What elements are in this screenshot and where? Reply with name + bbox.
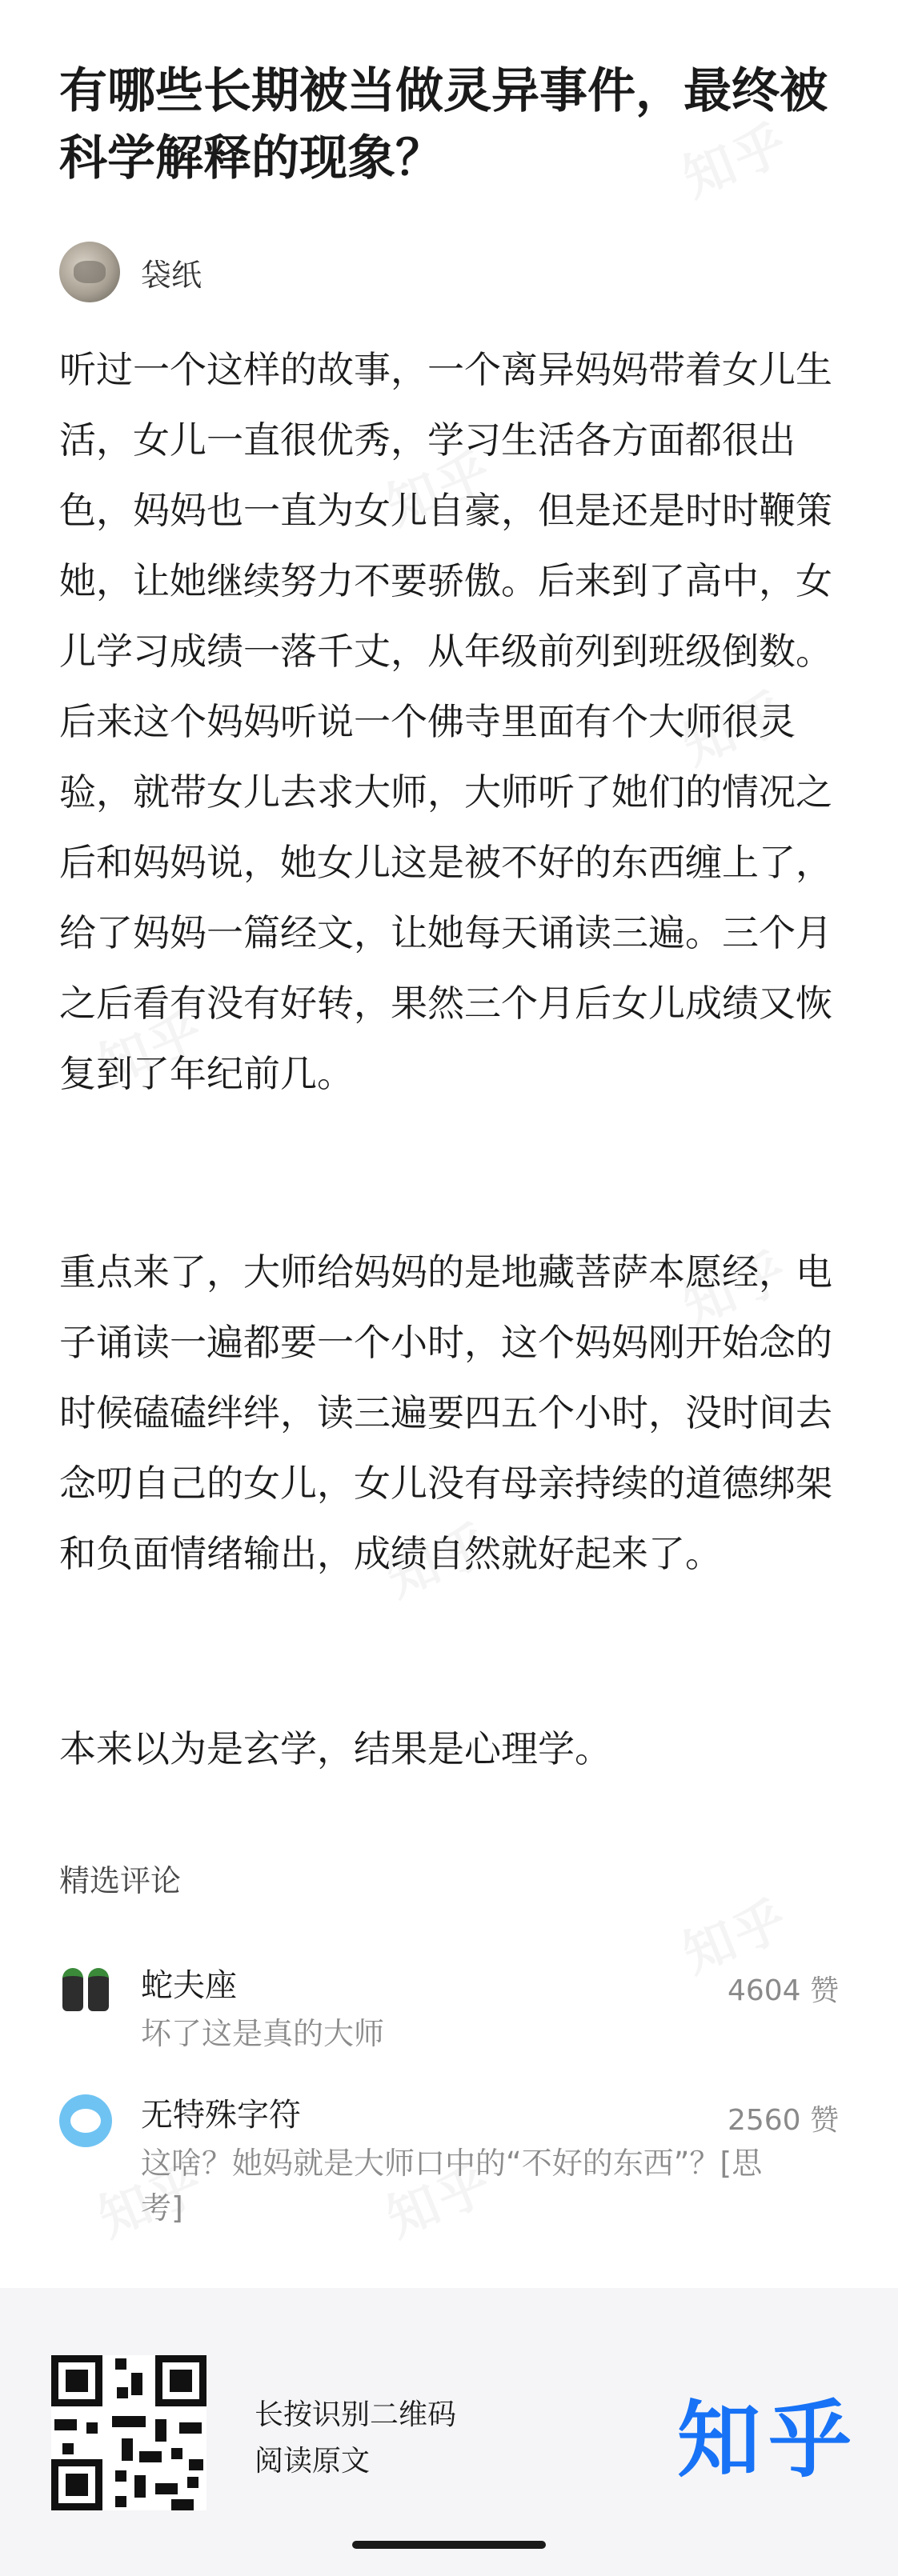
scan-hint-line-1: 长按识别二维码 <box>255 2398 457 2431</box>
commenter-avatar-icon[interactable] <box>59 2094 112 2147</box>
answer-paragraph-1: 听过一个这样的故事，一个离异妈妈带着女儿生活，女儿一直很优秀，学习生活各方面都很出色，妈妈也一直为女儿自豪，但是还是时时鞭策她，让她继续努力不要骄傲。后来到了高中，女儿学习成绩一落千丈，从年级前列到班级倒数。后来这个妈妈听说一个佛寺里面有个大师很灵验，就带女儿去求大师，大师听了她们的情况之后和妈妈说，她女儿这是被不好的东西缠上了，给了妈妈一篇经文，让她每天诵读三遍。三个月之后看有没有好转，果然三个月后女儿成绩又恢复到了年纪前几。 <box>59 348 832 1095</box>
comments-heading: 精选评论 <box>59 1863 182 1898</box>
comment-likes[interactable]: 4604 赞 <box>727 1974 839 2007</box>
commenter-name[interactable]: 蛇夫座 <box>141 1967 237 2004</box>
commenter-avatar-icon[interactable] <box>59 1965 112 2018</box>
scan-hint <box>255 2392 456 2485</box>
author-name[interactable]: 袋纸 <box>141 257 202 293</box>
answer-paragraph-2: 重点来了，大师给妈妈的是地藏菩萨本愿经，电子诵读一遍都要一个小时，这个妈妈刚开始念的时候磕磕绊绊，读三遍要四五个小时，没时间去念叨自己的女儿，女儿没有母亲持续的道德绑架和负面情绪输出，成绩自然就好起来了。 <box>59 1250 832 1575</box>
answer-paragraph-3: 本来以为是玄学，结果是心理学。 <box>59 1727 611 1770</box>
comment-text: 这啥？她妈就是大师口中的“不好的东西”？[思考] <box>141 2146 763 2226</box>
avatar-photo-icon[interactable] <box>59 242 120 302</box>
qr-code-icon[interactable] <box>51 2355 206 2510</box>
scan-hint-line-2: 阅读原文 <box>255 2445 371 2478</box>
zhihu-logo: 知乎 <box>677 2391 860 2489</box>
home-indicator[interactable] <box>352 2541 546 2549</box>
author-row[interactable] <box>59 240 202 304</box>
question-title[interactable]: 有哪些长期被当做灵异事件，最终被科学解释的现象？ <box>59 63 828 186</box>
comment-text: 坏了这是真的大师 <box>141 2016 385 2051</box>
commenter-name[interactable]: 无特殊字符 <box>141 2097 301 2134</box>
share-footer <box>0 2288 898 2576</box>
comment-likes[interactable]: 2560 赞 <box>727 2104 839 2137</box>
